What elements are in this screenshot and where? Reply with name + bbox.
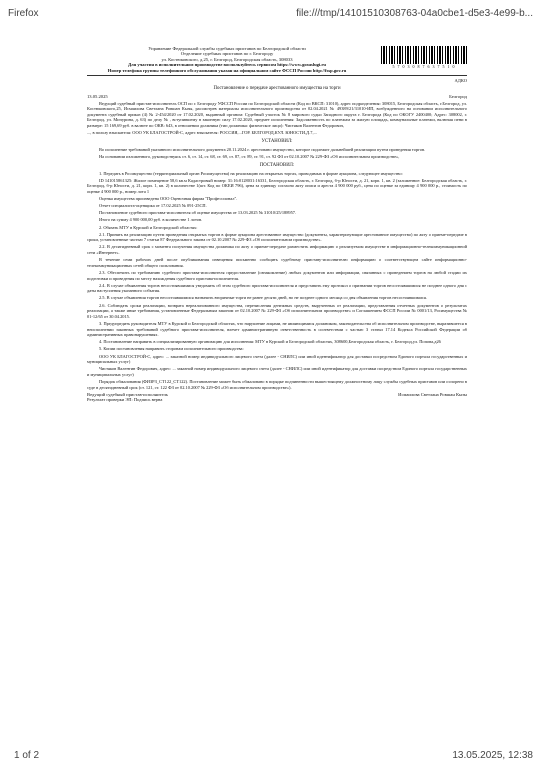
browser-name: Firefox (8, 8, 39, 19)
decree-item: ID 141015861325: Жилое помещение 58,6 кв.м Кадастровый номер: 31:16:0128031:16331, Белгородская область, г. Белгород, б-р Юности, д. 21, корп. 1, кв. 2 (заложенное: Белгородская область, г. Белгород, б-р Юности, д. 21, корп. 1, кв. 2) в количестве 1(шт. Код по ОКЕИ 796), цена за единицу согласно акту описи и ареста 4 900 000 руб., цена по оценке за единицу 4 900 000 р., стоимость по оценке 4 900 000 р., номер лота 1 (87, 177, 467, 194)
decree-item: Постановление судебного пристава-исполнителя об оценке имущества от 13.03.2025 № 31010/25/188957. (99, 210, 297, 216)
header-line-4: Для участия в исполнительном производстве воспользуйтесь сервисом https://www.gosuslugi.ru (128, 62, 326, 68)
browser-header (0, 0, 543, 46)
decree-item: Чистяков Валентин Федорович, адрес: ... заказной номер индивидуального лицевого счета (далее - СНИЛС) или иной идентификатор для доставки посредством Единого портала государственных и муниципальных услуг) (87, 366, 467, 377)
decree-item: 2.4. В случае объявления торгов несостоявшимися уведомить об этом судебного пристава-исполнителя и представить ему протокол о признании торгов несостоявшимися не позднее одного дня с даты наступления указанного события. (87, 282, 467, 294)
decree-item: 5. Копии постановления направить сторонам исполнительного производства: (99, 346, 244, 352)
decree-items (87, 171, 467, 391)
header-line-3: ул. Костюковского, д.25, г. Белгород, Белгородская область, 308033 (161, 56, 293, 62)
decree-item: ООО УК БЛАГОСТРОЙ-С, адрес: ... заказной номер индивидуального лицевого счета (далее - СНИЛС) или иной идентификатор для доставки посредством Единого портала государственных и муниципальных услуг) (87, 353, 467, 365)
document-header (87, 46, 367, 73)
header-line-2: Отделение судебных приставов по г. Белгороду (180, 51, 274, 57)
document-code: АДКО (454, 78, 467, 84)
decree-item: В течение семи рабочих дней после опубликования извещения письменно сообщить судебному приставу-исполнителю информацию о соответствующем сайте информационно-телекоммуникационных сетей общего пользования. (87, 257, 467, 268)
signature-right: Исмаилова Светлана Ровшан Кызы (398, 391, 467, 397)
claimant-paragraph: ..., в пользу взыскателя: ООО УК БЛАГОСТРОЙ-С, адрес взыскателя: РОССИЯ,...ГОР. БЕЛГОРОД,КУЛ. ЮНОСТИ,Д.7,... (87, 130, 317, 136)
decree-item: 2.1. Принять на реализацию путем проведения открытых торгов в форме аукциона арестованное имущество (документы, характеризующие арестованное имущество) по акту о приеме-передаче в сроки, установленные частью 7 статьи 87 Федерального закона от 02.10.2007 № 229-ФЗ «Об исполнительном производстве». (87, 231, 467, 243)
decree-item: 3. Предупредить руководителя МТУ в Курской и Белгородской областях, что нарушение лицами, не являющимися должником, законодательства об исполнительном производстве, выразившееся в неисполнении законных требований судебного пристава-исполнителя, влечет административную ответственность в соответствии с частью 3 статьи 17.14 Кодекса Российской Федерации об административных правонарушениях. (87, 320, 467, 338)
header-line-5: Номер телефона группы телефонного обслуживания указан на официальном сайте ФССП России http://fssp.gov.ru (107, 67, 347, 73)
header-divider (87, 75, 467, 76)
file-url[interactable]: file:///tmp/14101510308763-04a0cbe1-d5e3-4e99-b... (296, 8, 533, 19)
document-title: Постановление о передаче арестованного имущества на торги (213, 86, 341, 92)
decree-item: 4. Постановление направить в специализированную организацию для исполнения: МТУ в Курской и Белгородской областях, 308600,Белгородская область, г. Белгород,ул. Попова,д26 (99, 339, 441, 345)
decree-item: 2.6. Соблюдать сроки реализации, возврата нереализованного имущества, перечисления денежных средств, вырученных от реализации, представления отчетных документов о результатах реализации, а также иные требования, установленные Федеральным законом от 02.10.2007 № 229-ФЗ «Об исполнительном производстве» и Соглашением ФССП России № 0001/13, Росимущества № 01-12/65 от 30.04.2015. (87, 302, 467, 319)
decree-heading: ПОСТАНОВИЛ: (259, 162, 295, 168)
barcode (381, 46, 467, 70)
decree-item: 2.2. В десятидневный срок с момента получения имущества должника по акту о приеме-передаче разместить информацию о реализуемом имуществе в информационно-телекоммуникационной сети «Интернет». (87, 244, 467, 256)
print-datetime: 13.05.2025, 12:38 (452, 750, 533, 761)
decree-item: Порядок обжалования (ФИЗРЗ_СТ122_СТ122). Постановление может быть обжаловано в порядке подчиненности вышестоящему должностному лицу службы судебных приставов или оспорено в суде в десятидневный срок (ст. 121, ст. 122 ФЗ от 02.10.2007 № 229-ФЗ «Об исполнительном производстве»). (87, 379, 467, 390)
decree-item: Оценка имущества произведена ООО Оценочная фирма "Профессионал". (99, 196, 238, 202)
document-page (87, 46, 467, 746)
signature-left: Ведущий судебный пристав-исполнитель (87, 391, 169, 397)
decree-item: 2.3. Обеспечить по требованию судебного пристава-исполнителя предоставление (ознакомление) любых документов или информации, связанных с проведением торгов на любой стадии их подготовки и проведения по месту нахождения судебного пристава-исполнителя. (87, 269, 467, 281)
decree-item: Итого на сумму 4 900 000,00 руб. в количестве 1 лотов. (99, 217, 203, 223)
decree-item: Отчет специалиста-оценщика от 17.02.2025 № 091-25СП. (99, 203, 207, 209)
established-heading: УСТАНОВИЛ: (261, 138, 293, 144)
basis-paragraph: На основании изложенного, руководствуясь ст. 6, ст. 14, ст. 68, ст. 69, ст. 87, ст. 89, ст. 91, ст. 92 ФЗ от 02.10.2007 № 229-ФЗ «Об исполнительном производстве», (99, 153, 400, 159)
intro-paragraph: Ведущий судебный пристав-исполнитель ОСП по г. Белгороду УФССП России по Белгородской области (Код по ВКСП: 31010), адрес подразделения: 308015, Белгородская область, г.Белгород, ул. Костюковского,25, Исмаилова Светлана Ровшан Кызы, рассмотрев материалы исполнительного производства от 02.04.2021 № 49389/21/31010-ИП, возбужденного на основании исполнительного документа судебный приказ (4) № 2-454/2020 от 17.02.2020, выданный органом: Судебный участок № 8 мирового судьи Западного округа г. Белгорода (Код по ОКОГУ 2400400; Адрес: 308002, г. Белгород, ул. Мичурина, д. 63) по делу № , вступившему в законную силу 17.02.2020, предмет исполнения: Задолженность по платежам за жилую площадь, коммунальные платежи, включая пени в размере: 15 169,69 руб. в валюте по ОКВ: 643, в отношении должника (тип должника: физическое лицо): Чистяков Валентин Федорович, (87, 100, 467, 129)
decree-item: 2.5. В случае объявления торгов несостоявшимися назначить вторичные торги не ранее десяти дней, но не позднее одного месяца со дня объявления торгов несостоявшимися. (99, 295, 427, 301)
document-city: Белгород (449, 94, 467, 100)
barcode-bars (381, 46, 467, 64)
header-line-1: Управление Федеральной службы судебных приставов по Белгородской области (148, 46, 306, 51)
barcode-number: 5 7 0 3 0 8 7 6 3 7 5 1 0 (392, 64, 456, 69)
decree-item: 2. Обязать МТУ в Курской и Белгородской областях: (99, 224, 198, 230)
document-date: 13.05.2025 (87, 94, 108, 100)
signature-check: Результат проверки ЭП: Подпись верна (87, 396, 163, 402)
date-row (87, 94, 467, 99)
decree-item: 1. Передать в Росимущество (территориальный орган Росимущества) на реализацию на открытых торгах, проводимых в форме аукциона, следующее имущество: (99, 170, 403, 176)
page-counter: 1 of 2 (14, 750, 40, 761)
established-paragraph: Во исполнение требований указанного исполнительного документа 20.11.2024 г. арестовано имущество, которое подлежит дальнейшей реализации путем проведения торгов. (99, 146, 426, 152)
